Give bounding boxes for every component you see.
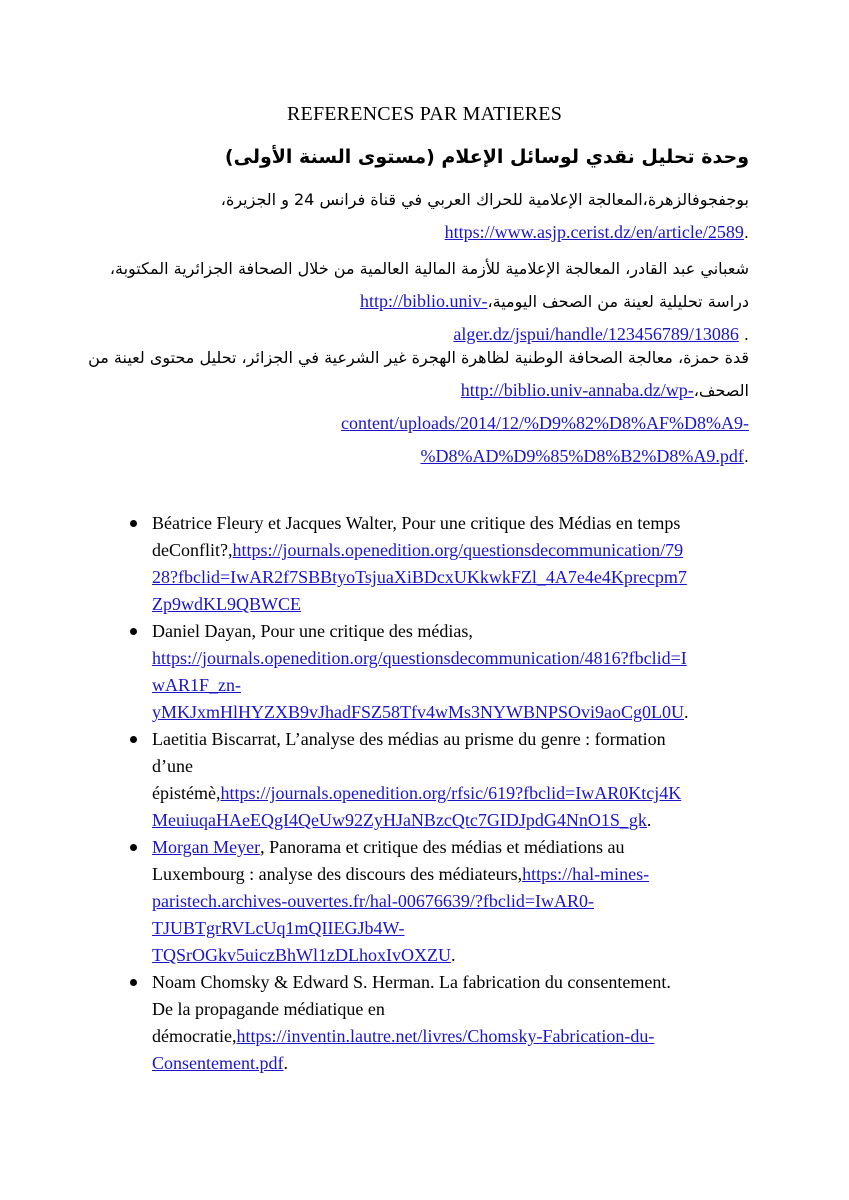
reference-link[interactable]: https://journals.openedition.org/questionsdecommunication/79	[232, 540, 684, 560]
reference-text: شعباني عبد القادر، المعالجة الإعلامية للأزمة المالية العالمية من خلال الصحافة الجزائرية المكتوبة،	[109, 259, 749, 278]
reference-link[interactable]: MeuiuqaHAeEQgI4QeUw92ZyHJaNBzcQtc7GIDJpdG4NnO1S_gk	[152, 810, 647, 830]
reference-punct: .	[450, 945, 456, 965]
reference-link[interactable]: TJUBTgrRVLcUq1mQIIEGJb4W-	[152, 918, 405, 938]
reference-text: Noam Chomsky & Edward S. Herman. La fabrication du consentement.	[152, 972, 671, 992]
arabic-section-heading: وحدة تحليل نقدي لوسائل الإعلام (مستوى السنة الأولى)	[224, 146, 749, 168]
author-link[interactable]: Morgan Meyer	[152, 837, 261, 857]
reference-text: Laetitia Biscarrat, L’analyse des médias au prisme du genre : formation	[152, 729, 666, 749]
reference-link[interactable]: Consentement.pdf	[152, 1053, 284, 1073]
reference-link[interactable]: https://inventin.lautre.net/livres/Chomsky-Fabrication-du-	[236, 1026, 655, 1046]
bullet-icon	[130, 844, 137, 851]
reference-text: قدة حمزة، معالجة الصحافة الوطنية لظاهرة الهجرة غير الشرعية في الجزائر، تحليل محتوى لعينة من	[88, 348, 749, 367]
list-item	[124, 834, 724, 969]
reference-text: , Panorama et critique des médias et médiations au	[260, 837, 625, 857]
reference-punct: .	[283, 1053, 288, 1073]
reference-link[interactable]: TQSrOGkv5uiczBhWl1zDLhoxIvOXZU	[152, 945, 451, 965]
reference-punct: .	[646, 810, 652, 830]
reference-punct: .	[743, 447, 749, 466]
reference-link[interactable]: content/uploads/2014/12/%D9%82%D8%AF%D8%A9-	[341, 413, 749, 433]
reference-text: بوجفجوفالزهرة،المعالجة الإعلامية للحراك العربي في قناة فرانس 24 و الجزيرة،	[220, 190, 749, 209]
reference-punct: .	[684, 702, 689, 722]
bullet-icon	[130, 520, 137, 527]
reference-punct: .	[743, 223, 749, 242]
arabic-reference-3	[89, 342, 749, 473]
reference-text: épistémè,	[152, 783, 221, 803]
bullet-icon	[130, 979, 137, 986]
reference-link[interactable]: http://biblio.univ-annaba.dz/wp-	[460, 380, 694, 400]
reference-link[interactable]: 28?fbclid=IwAR2f7SBBtyoTsjuaXiBDcxUKkwkFZl_4A7e4e4Kprecpm7	[152, 567, 687, 587]
reference-text: Béatrice Fleury et Jacques Walter, Pour une critique des Médias en temps	[152, 513, 681, 533]
reference-link[interactable]: http://biblio.univ-	[359, 291, 488, 311]
list-item	[124, 510, 724, 618]
reference-text: d’une	[152, 756, 193, 776]
reference-text: démocratie,	[152, 1026, 237, 1046]
reference-link[interactable]: https://journals.openedition.org/rfsic/619?fbclid=IwAR0Ktcj4K	[220, 783, 682, 803]
page-title: REFERENCES PAR MATIERES	[286, 103, 563, 125]
reference-text: De la propagande médiatique en	[152, 999, 385, 1019]
reference-link[interactable]: yMKJxmHlHYZXB9vJhadFSZ58Tfv4wMs3NYWBNPSOvi9aoCg0L0U	[152, 702, 685, 722]
reference-link[interactable]: %D8%AD%D9%85%D8%B2%D8%A9.pdf	[420, 446, 744, 466]
reference-text: Luxembourg : analyse des discours des médiateurs,	[152, 864, 523, 884]
reference-link[interactable]: Zp9wdKL9QBWCE	[152, 594, 301, 614]
bullet-icon	[130, 628, 137, 635]
reference-link[interactable]: https://www.asjp.cerist.dz/en/article/2589	[444, 222, 744, 242]
reference-link[interactable]: https://journals.openedition.org/questionsdecommunication/4816?fbclid=I	[152, 648, 687, 668]
list-item	[124, 726, 724, 834]
reference-text: Daniel Dayan, Pour une critique des médias,	[152, 621, 473, 641]
bullet-icon	[130, 736, 137, 743]
reference-text: الصحف،	[693, 381, 749, 400]
reference-text: deConflit?,	[152, 540, 233, 560]
reference-link[interactable]: alger.dz/jspui/handle/123456789/13086	[453, 324, 739, 344]
reference-punct: .	[738, 325, 749, 344]
reference-text: دراسة تحليلية لعينة من الصحف اليومية،	[487, 292, 749, 311]
list-item	[124, 618, 724, 726]
reference-link[interactable]: https://hal-mines-	[522, 864, 650, 884]
french-reference-list	[124, 510, 724, 1077]
list-item	[124, 969, 724, 1077]
arabic-reference-2	[89, 253, 749, 351]
reference-link[interactable]: wAR1F_zn-	[152, 675, 241, 695]
reference-link[interactable]: paristech.archives-ouvertes.fr/hal-00676639/?fbclid=IwAR0-	[152, 891, 595, 911]
arabic-reference-1	[89, 184, 749, 249]
